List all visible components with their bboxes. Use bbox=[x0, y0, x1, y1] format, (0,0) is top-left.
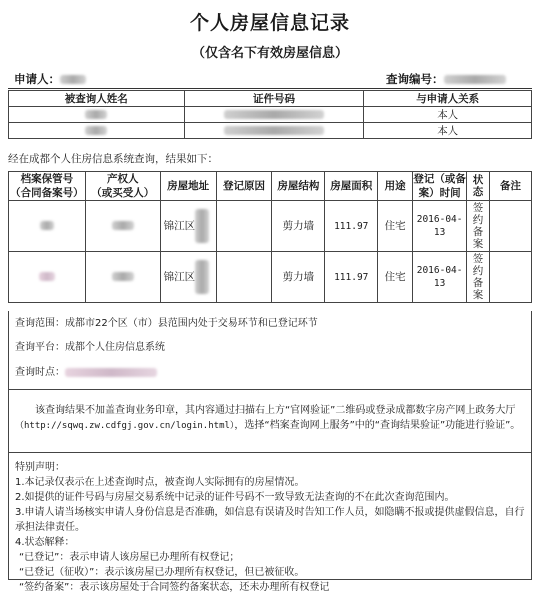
header-reg-time: 登记（或备案）时间 bbox=[413, 173, 466, 199]
header-address: 房屋地址 bbox=[160, 172, 216, 201]
archive-no-cell bbox=[9, 201, 86, 252]
note-item-4: 4.状态解释： bbox=[15, 537, 75, 548]
header-owner: 产权人 （或买受人） bbox=[85, 172, 160, 201]
reg-time-cell: 2016-04-13 bbox=[413, 201, 467, 252]
area-cell: 111.97 bbox=[325, 201, 378, 252]
status-cell bbox=[467, 252, 490, 303]
person-name-cell bbox=[9, 107, 185, 123]
table-row bbox=[9, 201, 532, 252]
person-relation: 本人 bbox=[364, 123, 532, 139]
verify-text-1: 该查询结果不加盖查询业务印章，其内容通过扫描右上方“官网验证”二维码或登录成都数字房产网上政务大厅 bbox=[35, 405, 516, 416]
header-status bbox=[467, 172, 490, 201]
reg-reason-cell bbox=[216, 252, 272, 303]
person-name-cell bbox=[9, 123, 185, 139]
persons-table-header bbox=[9, 91, 532, 107]
header-relation: 与申请人关系 bbox=[364, 91, 532, 107]
redacted-name bbox=[85, 110, 107, 119]
applicant-label: 申请人： bbox=[14, 72, 60, 86]
header-reg-reason: 登记原因 bbox=[216, 172, 272, 201]
verify-url: （http://sqwq.zw.cdfgj.gov.cn/login.html） bbox=[15, 421, 235, 431]
person-id-cell bbox=[184, 107, 364, 123]
header-status-text: 状态 bbox=[472, 173, 484, 198]
divider bbox=[9, 452, 531, 453]
query-number-field bbox=[386, 71, 506, 87]
notes-section bbox=[15, 460, 525, 595]
query-platform: 查询平台：成都个人住房信息系统 bbox=[15, 342, 165, 353]
owner-cell bbox=[85, 201, 160, 252]
reg-reason-cell bbox=[216, 201, 272, 252]
notes-heading: 特别声明： bbox=[15, 462, 65, 473]
divider bbox=[9, 389, 531, 390]
header-structure: 房屋结构 bbox=[272, 172, 325, 201]
redacted-query-time bbox=[65, 368, 157, 377]
header-name: 被查询人姓名 bbox=[9, 91, 185, 107]
header-rule bbox=[8, 88, 532, 89]
redacted-address bbox=[195, 260, 209, 294]
redacted-id-number bbox=[224, 126, 324, 135]
redacted-applicant-name bbox=[60, 75, 86, 84]
redacted-address bbox=[195, 209, 209, 243]
system-note: 经在成都个人住房信息系统查询，结果如下： bbox=[8, 153, 218, 165]
header-archive-no: 档案保管号 （合同备案号） bbox=[10, 173, 84, 199]
usage-cell: 住宅 bbox=[378, 252, 413, 303]
house-table-header bbox=[9, 172, 532, 201]
area-cell: 111.97 bbox=[325, 252, 378, 303]
status-explain-3: “签约备案”：表示该房屋处于合同签约备案状态，还未办理所有权登记 bbox=[19, 582, 330, 593]
applicant-field bbox=[14, 71, 86, 87]
status-explain-1: “已登记”：表示申请人该房屋已办理所有权登记； bbox=[19, 552, 240, 563]
remark-cell bbox=[490, 252, 532, 303]
verification-paragraph bbox=[15, 403, 525, 434]
verify-text-2: ，选择“档案查询网上服务”中的“查询结果验证”功能进行验证”。 bbox=[234, 420, 521, 431]
status-text: 签约备案 bbox=[472, 252, 484, 301]
address-district: 锦江区 bbox=[163, 271, 196, 283]
table-row bbox=[9, 107, 532, 123]
address-cell bbox=[160, 252, 216, 303]
address-cell bbox=[160, 201, 216, 252]
query-number-label: 查询编号： bbox=[386, 72, 444, 86]
status-explain-2: “已登记（征收）”：表示该房屋已办理所有权登记，但已被征收。 bbox=[19, 567, 305, 578]
redacted-owner bbox=[112, 272, 134, 281]
redacted-archive-no bbox=[40, 221, 54, 230]
status-cell bbox=[467, 201, 490, 252]
persons-table bbox=[8, 90, 532, 139]
document-subtitle: （仅含名下有效房屋信息） bbox=[191, 46, 348, 61]
address-district: 锦江区 bbox=[163, 220, 196, 232]
archive-no-cell bbox=[9, 252, 86, 303]
note-item-2: 2.如提供的证件号码与房屋交易系统中记录的证件号码不一致导致无法查询的不在此次查询范围内。 bbox=[15, 492, 455, 503]
usage-cell: 住宅 bbox=[378, 201, 413, 252]
document-title: 个人房屋信息记录 bbox=[189, 12, 350, 34]
query-time-label: 查询时点： bbox=[15, 367, 65, 378]
redacted-query-number bbox=[444, 75, 506, 84]
info-box bbox=[8, 311, 532, 593]
header-remark: 备注 bbox=[490, 172, 532, 201]
header-usage: 用途 bbox=[378, 172, 413, 201]
note-item-3: 3.申请人请当场核实申请人身份信息是否准确，如信息有误请及时告知工作人员，如隐瞒不报或提供虚假信息，自行承担法律责任。 bbox=[15, 507, 525, 533]
redacted-owner bbox=[112, 221, 134, 230]
query-scope: 查询范围：成都市22个区（市）县范围内处于交易环节和已登记环节 bbox=[15, 318, 318, 329]
redacted-id-number bbox=[224, 110, 324, 119]
note-item-1: 1.本记录仅表示在上述查询时点，被查询人实际拥有的房屋情况。 bbox=[15, 477, 305, 488]
redacted-name bbox=[85, 126, 107, 135]
structure-cell: 剪力墙 bbox=[272, 252, 325, 303]
house-table bbox=[8, 171, 532, 303]
redacted-archive-no bbox=[39, 272, 55, 281]
owner-cell bbox=[85, 252, 160, 303]
header-id-number: 证件号码 bbox=[184, 91, 364, 107]
query-time bbox=[15, 366, 157, 380]
status-text: 签约备案 bbox=[472, 201, 484, 250]
table-row bbox=[9, 252, 532, 303]
remark-cell bbox=[490, 201, 532, 252]
table-row bbox=[9, 123, 532, 139]
person-id-cell bbox=[184, 123, 364, 139]
person-relation: 本人 bbox=[364, 107, 532, 123]
header-area: 房屋面积 bbox=[325, 172, 378, 201]
structure-cell: 剪力墙 bbox=[272, 201, 325, 252]
reg-time-cell: 2016-04-13 bbox=[413, 252, 467, 303]
